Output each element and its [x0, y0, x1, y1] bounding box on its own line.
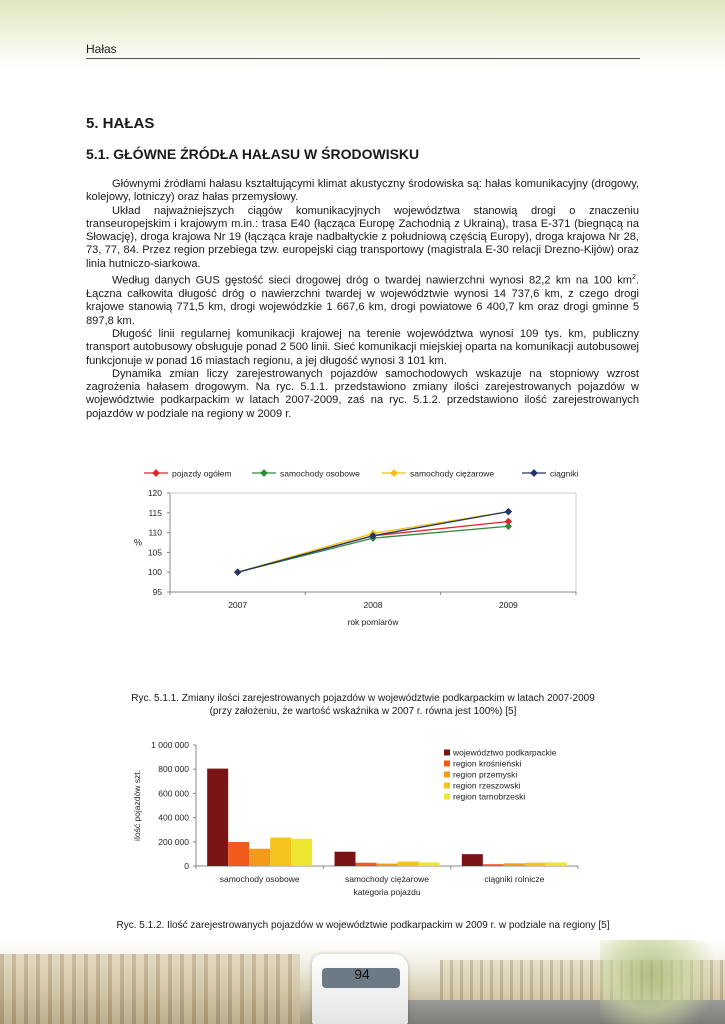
- legend-label-3: region przemyski: [453, 769, 518, 780]
- paragraph-1: Głównymi źródłami hałasu kształtującymi klimat akustyczny środowiska są: hałas komunikacyjny (drogowy, kolejowy, lotniczy) oraz hałas przemysłowy.: [86, 178, 639, 204]
- running-header: Hałas: [86, 42, 117, 56]
- x-tick-label: 2009: [498, 600, 518, 610]
- bar-3-2: [483, 864, 504, 866]
- bar-1-5: [291, 839, 312, 866]
- noise-barrier-left: [0, 954, 300, 1024]
- series-line-1: [238, 522, 509, 573]
- paragraph-3-part-2: . Łączna całkowita długość dróg o nawierzchni twardej w województwie wynosi 14 737,6 km, z czego drogi krajowe stanowią 771,5 km, drogi wojewódzkie 1 667,6 km, drogi powiatowe 6 400,7 km oraz drogi gminne 5 897,8 km.: [86, 274, 639, 327]
- x-tick-label: samochody ciężarowe: [344, 874, 430, 884]
- legend-label-2: region krośnieński: [453, 758, 522, 769]
- white-van: [312, 954, 408, 1024]
- superscript-2: 2: [632, 274, 636, 282]
- x-tick-label: samochody osobowe: [219, 874, 300, 884]
- bar-3-3: [504, 863, 525, 866]
- paragraph-3-part-1: Według danych GUS gęstość sieci drogowej dróg o twardej nawierzchni wynosi 82,2 km na 100 km: [112, 274, 632, 287]
- legend-label-2: samochody osobowe: [280, 468, 360, 479]
- x-tick-label: 2008: [363, 600, 383, 610]
- paragraph-5: Dynamika zmian liczy zarejestrowanych pojazdów samochodowych wskazuje na stopniowy wzrost zagrożenia hałasem drogowym. Na ryc. 5.1.1. przedstawiono zmiany ilości zarejestrowanych pojazdów w województwie podkarpackim w latach 2007-2009, zaś na ryc. 5.1.2. przedstawiono ilość zarejestrowanych pojazdów w podziale na regiony w 2009 r.: [86, 367, 639, 420]
- y-tick-label: 600 000: [158, 788, 189, 799]
- figure-1-caption: [86, 692, 640, 718]
- bar-2-1: [335, 852, 356, 866]
- bar-1-3: [249, 849, 270, 866]
- bar-2-5: [419, 862, 440, 866]
- figure-1-caption-line-1: Ryc. 5.1.1. Zmiany ilości zarejestrowanych pojazdów w województwie podkarpackim w latach 2007-2009: [131, 693, 595, 704]
- x-axis-title: kategoria pojazdu: [353, 887, 421, 897]
- bar-3-4: [525, 863, 546, 866]
- data-point-4-3: [505, 509, 511, 515]
- paragraph-3: [86, 271, 639, 328]
- bar-chart-vehicles-by-region: [118, 735, 598, 905]
- data-point-4-1: [235, 569, 241, 575]
- y-tick-label: 1 000 000: [151, 740, 189, 750]
- legend-label-1: pojazdy ogółem: [172, 468, 232, 479]
- section-title: 5. HAŁAS: [86, 115, 155, 132]
- legend-swatch-4: [444, 783, 450, 789]
- y-tick-label: 110: [148, 527, 162, 538]
- legend-label-4: ciągniki: [550, 468, 579, 479]
- legend-label-1: województwo podkarpackie: [453, 747, 557, 758]
- bar-2-3: [377, 864, 398, 866]
- legend-marker-2: [261, 470, 267, 476]
- y-tick-label: 800 000: [158, 764, 189, 775]
- bar-3-1: [462, 854, 483, 866]
- legend-swatch-5: [444, 794, 450, 800]
- x-axis-title: rok pomiarów: [347, 617, 399, 627]
- legend-swatch-1: [444, 750, 450, 756]
- trees: [600, 940, 725, 1024]
- y-tick-label: 200 000: [158, 836, 189, 847]
- body-text: [86, 178, 639, 421]
- y-tick-label: 400 000: [158, 812, 189, 823]
- legend-label-4: region rzeszowski: [453, 780, 521, 791]
- x-tick-label: ciągniki rolnicze: [484, 874, 545, 884]
- legend-label-3: samochody ciężarowe: [410, 468, 495, 479]
- y-tick-label: 100: [147, 567, 162, 578]
- y-tick-label: 0: [184, 861, 189, 871]
- figure-2-caption: Ryc. 5.1.2. Ilość zarejestrowanych pojazdów w województwie podkarpackim w 2009 r. w podziale na regiony [5]: [116, 920, 610, 931]
- bar-3-5: [546, 862, 567, 866]
- page-number: 94: [354, 966, 370, 982]
- x-tick-label: 2007: [228, 600, 248, 610]
- legend-swatch-2: [444, 761, 450, 767]
- paragraph-4: Długość linii regularnej komunikacji krajowej na terenie województwa wynosi 109 tys. km, publiczny transport autobusowy obsługuje ponad 2 500 linii. Sieć komunikacji miejskiej oparta na komunikacji autobusowej funkcjonuje w ponad 16 miastach regionu, a jej długość wynosi 3 101 km.: [86, 327, 639, 367]
- legend-label-5: region tarnobrzeski: [453, 791, 526, 802]
- legend-marker-1: [153, 470, 159, 476]
- legend-marker-4: [531, 470, 537, 476]
- y-tick-label: 105: [147, 547, 162, 558]
- bar-1-1: [207, 769, 228, 866]
- y-tick-label: 95: [152, 587, 162, 597]
- legend-swatch-3: [444, 772, 450, 778]
- line-chart-vehicle-dynamics: [118, 460, 598, 640]
- y-axis-title: %: [133, 537, 143, 548]
- series-line-4: [238, 512, 509, 573]
- footer-road-photo: [0, 940, 725, 1024]
- legend-marker-3: [391, 470, 397, 476]
- y-axis-title: ilość pojazdów szt.: [132, 770, 142, 841]
- y-tick-label: 115: [148, 507, 162, 518]
- data-point-2-3: [505, 523, 511, 529]
- bar-1-2: [228, 842, 249, 866]
- header-divider: [86, 58, 640, 59]
- bar-2-4: [398, 862, 419, 866]
- y-tick-label: 120: [147, 488, 162, 498]
- bar-1-4: [270, 838, 291, 866]
- paragraph-2: Układ najważniejszych ciągów komunikacyjnych województwa stanowią drogi o znaczeniu transeuropejskim i krajowym m.in.: trasa E40 (łącząca Europę Zachodnią z Ukrainą), trasa E-371 (biegnącą na Słowację), droga krajowa Nr 19 (łącząca kraje nadbałtyckie z południową częścią Europy), droga krajowa Nr 28, 73, 77, 84. Przez region przebiega tzw. europejski ciąg transportowy (magistrala E-30 relacji Drezno-Kijów) oraz linia hutniczo-siarkowa.: [86, 204, 639, 270]
- header-background: [0, 0, 725, 70]
- subsection-title: 5.1. GŁÓWNE ŹRÓDŁA HAŁASU W ŚRODOWISKU: [86, 146, 420, 162]
- series-line-3: [238, 512, 509, 573]
- figure-1-caption-line-2: (przy założeniu, że wartość wskaźnika w 2007 r. równa jest 100%) [5]: [209, 706, 517, 717]
- bar-2-2: [356, 863, 377, 866]
